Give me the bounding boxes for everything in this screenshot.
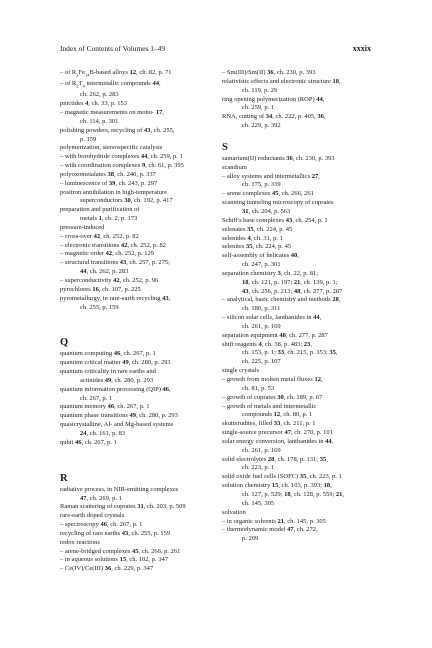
index-entry-line: pyrometallurgy, in rare-earth recycling 43, [60, 294, 171, 302]
index-entry-line: ch. 262, p. 283 [80, 91, 119, 99]
index-entry-line: positron annihilation in high-temperature [60, 188, 168, 196]
index-entry-line: – arene complexes 45, ch. 266, 261 [222, 190, 314, 198]
index-entry-line: separation equipment 48, ch. 277, p. 287 [222, 331, 328, 339]
index-entry-line: scandium [222, 163, 247, 171]
index-entry-line: ring opening polymerization (ROP) 44, [222, 95, 325, 103]
right-column [222, 69, 372, 544]
index-entry-line: – superconductivity 42, ch. 252, p. 96 [60, 277, 159, 284]
index-entry-line: qubit 46, ch. 267, p. 1 [60, 438, 117, 446]
index-entry-line: ch. 153, p. 1; 33, ch. 215, p. 353; 35, [242, 349, 338, 357]
index-entry-line: single crystals [222, 367, 260, 375]
index-entry-line: rare-earth doped crystals [60, 512, 125, 520]
index-entry-line: preparation and purification of [60, 206, 140, 214]
index-entry-line: 44, ch. 262, p. 283 [80, 268, 129, 276]
index-entry-line: 18, ch. 121, p. 197; 21, ch. 139, p. 1; [242, 278, 338, 286]
index-entry-line: ch. 223, p. 1 [242, 464, 275, 472]
index-entry-line: quantum phase transitions 49, ch. 280, p. 293 [60, 412, 178, 420]
index-entry-line: scanning tunneling microscopy of cuprates [222, 199, 334, 207]
index-entry-line: skutterudites, filled 33, ch. 211, p. 1 [222, 420, 316, 428]
index-entry-line: – spectroscopy 46, ch. 267, p. 1 [60, 521, 143, 529]
index-entry-line: p. 159 [80, 135, 97, 143]
index-entry-line: ch. 267, p. 1 [80, 394, 113, 402]
index-entry-line: ch. 255, p. 159 [80, 303, 119, 311]
index-entry-line: – arene-bridged complexes 45, ch. 266, p. 261 [60, 547, 181, 555]
index-entry-line: relativistic effects and electronic structure 18, [222, 77, 341, 85]
index-entry-line: quantum criticality in rare earths and [60, 368, 156, 376]
index-entry-line: selenides 4, ch. 31, p. 1 [222, 234, 283, 242]
index-entry-line: ch. 261, p. 169 [242, 322, 281, 330]
index-entry-line: shift reagents 4, ch. 38, p. 483; 23, [222, 340, 312, 348]
index-entry-line: – luminescence of 39, ch. 243, p. 297 [60, 179, 158, 187]
index-block-p [60, 69, 210, 312]
index-entry-line: quantum critical matter 49, ch. 280, p. 293 [60, 359, 171, 367]
index-block-s [222, 155, 372, 544]
index-entry-line: 43, ch. 256, p. 213; 48, ch. 277, p. 287 [242, 287, 343, 295]
index-block-q [60, 350, 210, 447]
index-entry-line: – Ce(IV)/Ce(III) 36, ch. 229, p. 347 [60, 565, 154, 573]
section-letter-s: S [222, 141, 228, 153]
index-entry-line: redox reactions [60, 538, 100, 546]
index-block-r-cont [222, 69, 372, 131]
index-entry-line: – growth from molten metal fluxes 12, [222, 376, 323, 383]
index-entry-line: ch. 119, p. 29 [242, 86, 278, 94]
running-title: Index of Contents of Volumes 1–49 [60, 44, 166, 53]
index-entry-line: pyrochlores 16, ch. 107, p. 225 [60, 285, 141, 293]
index-entry-line: self-assembly of helicates 40, [222, 252, 299, 260]
index-entry-line: solid electrolytes 28, ch. 178, p. 131; 35, [222, 455, 328, 463]
index-entry-line: – analytical, basic chemistry and methods 28, [222, 296, 341, 304]
left-column [60, 69, 210, 574]
index-entry-line: – growth of cuprates 30, ch. 189, p. 67 [222, 393, 323, 401]
page-header [60, 44, 371, 56]
index-entry-line: polyoxometalates 38, ch. 240, p. 337 [60, 170, 156, 178]
index-entry-line: RNA, cutting of 34, ch. 222, p. 405, 36, [222, 113, 326, 121]
index-entry-line: pnictides 4, ch. 33, p. 153 [60, 100, 127, 108]
index-entry-line: – of $R_2Fe_{14}B$-based alloys 12, ch. 82, p. 71 [60, 69, 172, 78]
index-entry-line: – in aqueous solutions 15, ch. 102, p. 347 [60, 556, 168, 564]
index-entry-line: ch. 225, p. 107 [242, 358, 281, 366]
index-entry-line: – in organic solvents 21, ch. 145, p. 305 [222, 517, 326, 525]
index-entry-line: metals 1, ch. 2, p. 173 [80, 215, 138, 223]
index-entry-line: radiative process, in NIR-emitting complexes [60, 485, 179, 493]
index-entry-line: – electronic transitions 42, ch. 252, p. 82 [60, 241, 166, 249]
index-entry-line: – of $R_2T_4$ intermetallic compounds 44, [60, 80, 161, 89]
index-entry-line: ch. 145, 305 [242, 499, 275, 507]
index-entry-line: – structural transitions 43, ch. 257, p. 275; [60, 259, 170, 267]
index-entry-line: 31, ch. 204, p. 563 [242, 207, 291, 215]
index-entry-line: ch. 175, p. 339 [242, 181, 281, 189]
index-entry-line: – alloy systems and intermetallics 27, [222, 172, 320, 180]
index-entry-line: – silicon solar cells, lanthanides in 44, [222, 314, 322, 322]
index-entry-line: ch. 127, p. 529; 18, ch. 128, p. 559; 21, [242, 490, 345, 498]
section-gap [60, 448, 210, 471]
index-entry-line: Raman scattering of cuprates 31, ch. 203, p. 509 [60, 503, 186, 511]
index-entry-line: polymerization, stereospecific catalysis [60, 144, 163, 152]
section-gap [222, 131, 372, 140]
index-entry-line: p. 209 [242, 535, 259, 543]
index-entry-line: ch. 247, p. 301 [242, 261, 281, 269]
index-entry-line: 47, ch. 269, p. 1 [80, 494, 122, 502]
index-entry-line: quantum information processing (QIP) 46, [60, 385, 171, 393]
index-entry-line: pressure-induced [60, 223, 105, 231]
index-entry-line: actinides 49, ch. 280, p. 293 [80, 376, 154, 384]
index-entry-line: ch. 180, p. 311 [242, 305, 281, 313]
index-entry-line: – magnetic order 42, ch. 252, p. 129 [60, 250, 155, 258]
index-entry-line: quantum memory 46, ch. 267, p. 1 [60, 403, 150, 411]
index-entry-line: compounds 12, ch. 80, p. 1 [242, 411, 313, 419]
index-entry-line: selenites 35, ch. 224, p. 45 [222, 243, 292, 251]
section-gap [60, 312, 210, 335]
index-entry-line: selenates 35, ch. 224, p. 45 [222, 225, 293, 233]
index-entry-line: – thermodynamic model 47, ch. 272, [222, 526, 318, 534]
index-block-r [60, 486, 210, 574]
index-entry-line: ch. 229, p. 392 [242, 122, 281, 130]
index-entry-line: ch. 259, p. 1 [242, 104, 275, 112]
index-entry-line: superconductors 30, ch. 192, p. 417 [80, 197, 173, 205]
index-entry-line: solution chemistry 15, ch. 103, p. 393; 18, [222, 482, 332, 490]
index-entry-line: – with coordination complexes 9, ch. 61, p. 395 [60, 162, 184, 170]
index-entry-line: 24, ch. 161, p. 83 [80, 429, 126, 437]
index-entry-line: ch. 81, p. 53 [242, 384, 275, 392]
index-entry-line: quasicrystalline, Al- and Mg-based systems [60, 421, 174, 429]
index-entry-line: – Sm(III)/Sm(II) 36, ch. 230, p. 393 [222, 69, 316, 76]
index-entry-line: ch. 114, p. 301 [80, 117, 119, 125]
index-entry-line: solar energy conversion, lanthanides in 44, [222, 437, 334, 445]
section-letter-r: R [60, 472, 68, 484]
index-entry-line: – with borohydride complexes 44, ch. 259, p. 1 [60, 153, 183, 161]
index-entry-line: Schiff's base complexes 43, ch. 254, p. 1 [222, 216, 328, 224]
index-entry-line: polishing powders, recycling of 43, ch. 255, [60, 126, 175, 134]
index-entry-line: single-source precursor 47, ch. 270, p. 101 [222, 429, 333, 437]
index-entry-line: solvation [222, 508, 246, 516]
section-letter-q: Q [60, 337, 69, 349]
index-entry-line: – cross-over 42, ch. 252, p. 82 [60, 232, 139, 240]
index-entry-line: solid oxide fuel cells (SOFC) 35, ch. 223, p. 1 [222, 473, 342, 481]
index-entry-line: quantum computing 46, ch. 267, p. 1 [60, 350, 156, 358]
index-entry-line: separation chemistry 3, ch. 22, p. 81; [222, 269, 319, 277]
index-entry-line: – magnetic measurements on mono- 17, [60, 108, 164, 116]
index-entry-line: recycling of rare earths 43, ch. 255, p. 159 [60, 529, 171, 537]
index-entry-line: ch. 261, p. 169 [242, 446, 281, 454]
index-entry-line: samarium(II) reductants 36, ch. 230, p. 393 [222, 154, 335, 162]
index-entry-line: – growth of metals and intermetallic [222, 402, 317, 410]
page-number: xxxix [352, 44, 371, 53]
